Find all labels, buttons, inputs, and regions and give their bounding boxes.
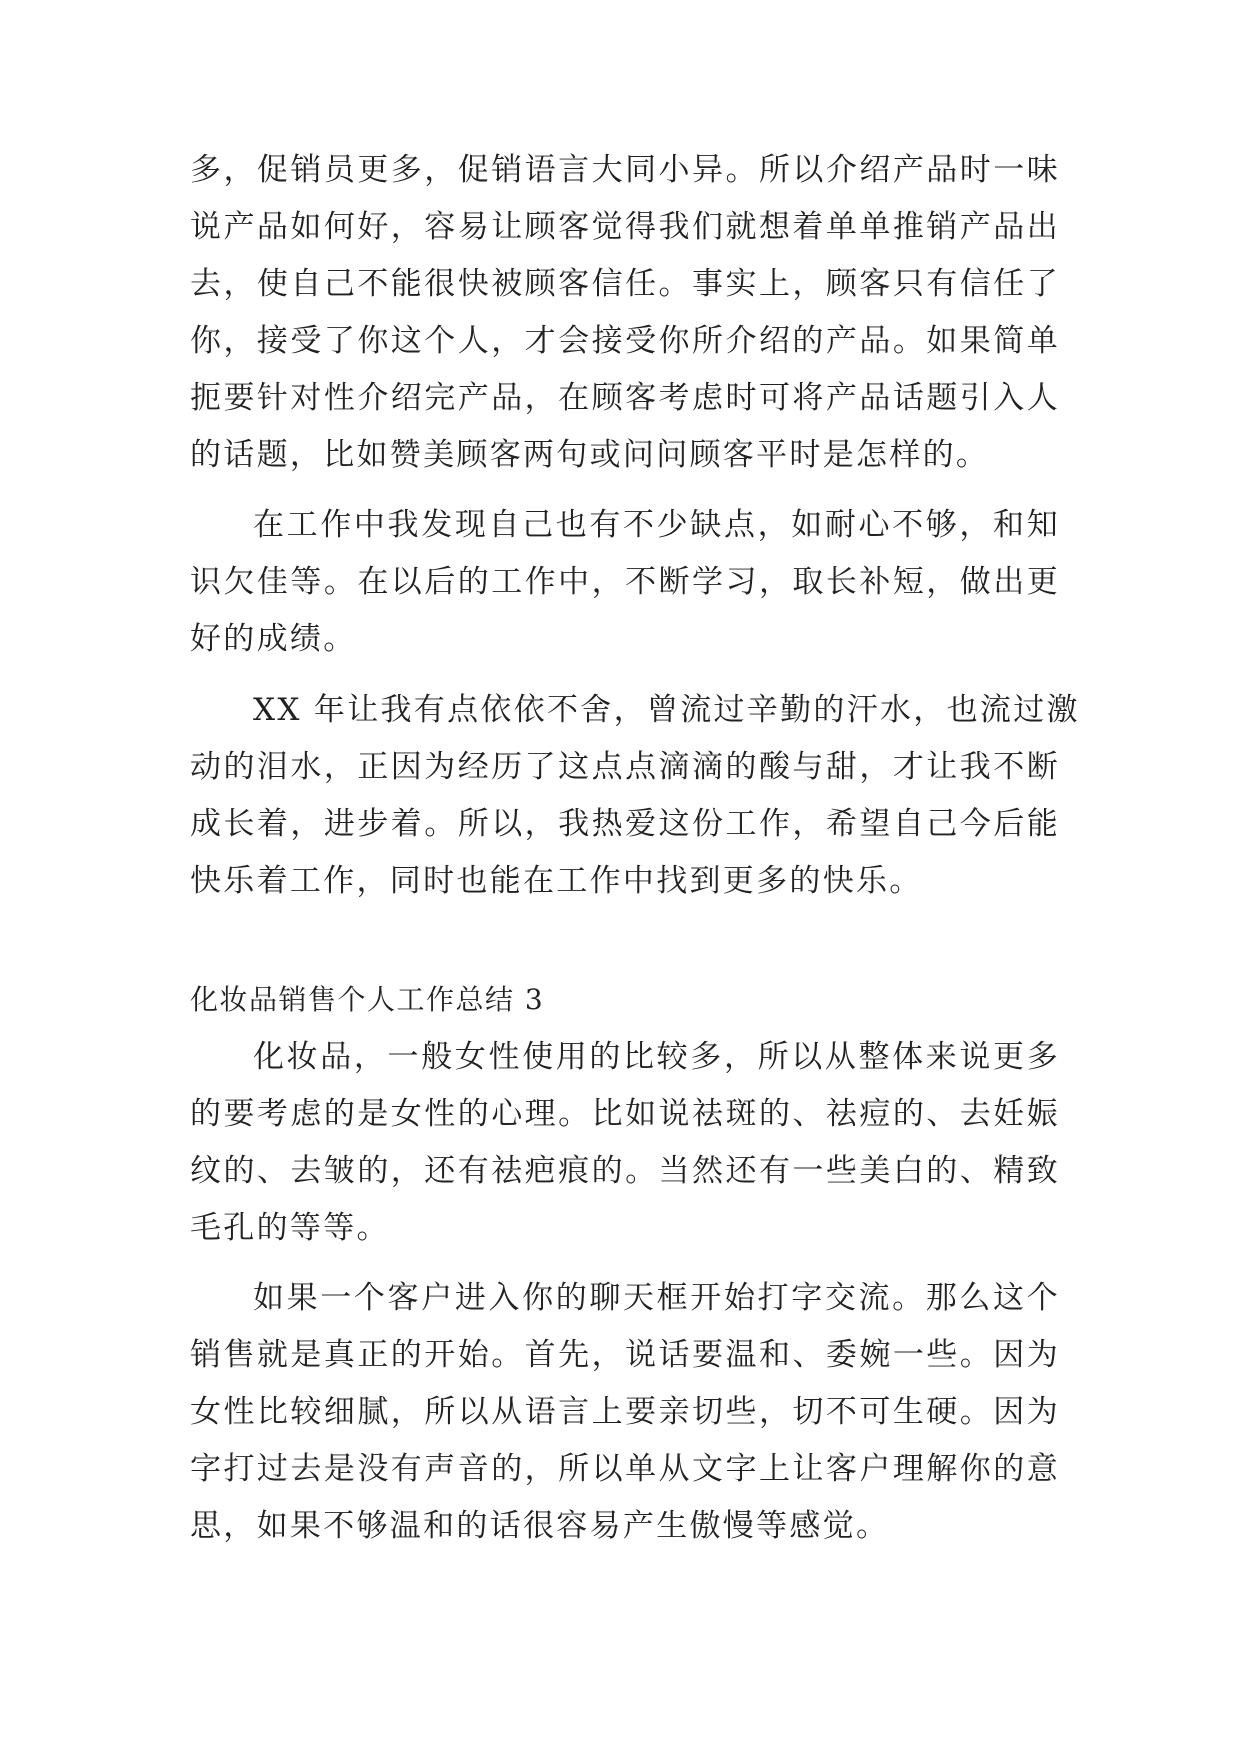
text-line: 的话题，比如赞美顾客两句或问问顾客平时是怎样的。 bbox=[190, 437, 990, 473]
text-line: 如果一个客户进入你的聊天框开始打字交流。那么这个 bbox=[253, 1280, 1060, 1316]
text-line: 销售就是真正的开始。首先，说话要温和、委婉一些。因为 bbox=[190, 1337, 1060, 1373]
text-line: 毛孔的等等。 bbox=[190, 1210, 390, 1246]
text-line: 好的成绩。 bbox=[190, 621, 357, 657]
text-line: 化妆品，一般女性使用的比较多，所以从整体来说更多 bbox=[253, 1039, 1060, 1075]
text-line: 识欠佳等。在以后的工作中，不断学习，取长补短，做出更 bbox=[190, 564, 1060, 600]
text-line: 字打过去是没有声音的，所以单从文字上让客户理解你的意 bbox=[190, 1451, 1060, 1487]
text-line: 说产品如何好，容易让顾客觉得我们就想着单单推销产品出 bbox=[190, 209, 1060, 245]
text-line: 多，促销员更多，促销语言大同小异。所以介绍产品时一味 bbox=[190, 152, 1060, 188]
text-line: XX 年让我有点依依不舍，曾流过辛勤的汗水，也流过激 bbox=[253, 692, 1080, 728]
text-line: 扼要针对性介绍完产品，在顾客考虑时可将产品话题引入人 bbox=[190, 380, 1060, 416]
text-line: 去，使自己不能很快被顾客信任。事实上，顾客只有信任了 bbox=[190, 266, 1060, 302]
text-line: 在工作中我发现自己也有不少缺点，如耐心不够，和知 bbox=[253, 507, 1060, 543]
text-line: 的要考虑的是女性的心理。比如说祛斑的、祛痘的、去妊娠 bbox=[190, 1096, 1060, 1132]
text-line: 快乐着工作，同时也能在工作中找到更多的快乐。 bbox=[190, 863, 923, 899]
text-line: 纹的、去皱的，还有祛疤痕的。当然还有一些美白的、精致 bbox=[190, 1153, 1060, 1189]
text-line: 思，如果不够温和的话很容易产生傲慢等感觉。 bbox=[190, 1508, 890, 1544]
section-heading: 化妆品销售个人工作总结 3 bbox=[190, 983, 545, 1016]
text-line: 你，接受了你这个人，才会接受你所介绍的产品。如果简单 bbox=[190, 323, 1060, 359]
text-line: 动的泪水，正因为经历了这点点滴滴的酸与甜，才让我不断 bbox=[190, 749, 1060, 785]
text-line: 女性比较细腻，所以从语言上要亲切些，切不可生硬。因为 bbox=[190, 1394, 1060, 1430]
text-line: 成长着，进步着。所以，我热爱这份工作，希望自己今后能 bbox=[190, 806, 1060, 842]
